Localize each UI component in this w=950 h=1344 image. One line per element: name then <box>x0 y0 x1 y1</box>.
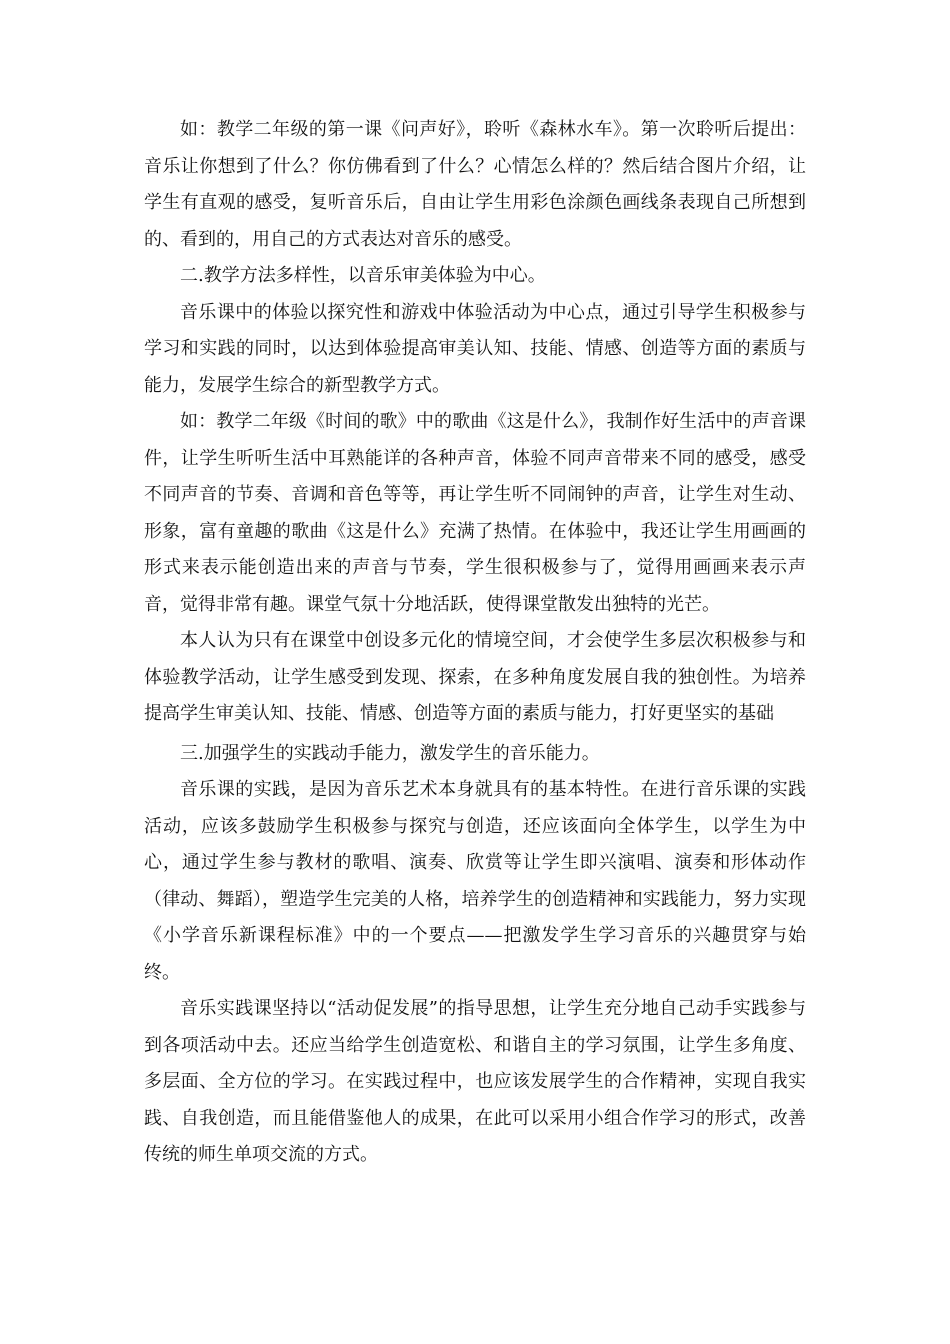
paragraph-practice-activities: 音乐实践课坚持以“活动促发展”的指导思想，让学生充分地自己动手实践参与到各项活动中去。还应当给学生创造宽松、和谐自主的学习氛围，让学生多角度、多层面、全方位的学习。在实践过程中，也应该发展学生的合作精神，实现自我实践、自我创造，而且能借鉴他人的成果，在此可以采用小组合作学习的形式，改善传统的师生单项交流的方式。 <box>144 998 806 1165</box>
paragraph-practice: 音乐课的实践，是因为音乐艺术本身就具有的基本特性。在进行音乐课的实践活动，应该多鼓励学生积极参与探究与创造，还应该面向全体学生，以学生为中心，通过学生参与教材的歌唱、演奏、欣赏等让学生即兴演唱、演奏和形体动作（律动、舞蹈），塑造学生完美的人格，培养学生的创造精神和实践能力，努力实现《小学音乐新课程标准》中的一个要点——把激发学生学习音乐的兴趣贯穿与始终。 <box>144 779 806 983</box>
paragraph-experience: 音乐课中的体验以探究性和游戏中体验活动为中心点，通过引导学生积极参与学习和实践的同时，以达到体验提高审美认知、技能、情感、创造等方面的素质与能力，发展学生综合的新型教学方式。 <box>144 301 806 396</box>
heading-section-two: 二.教学方法多样性，以音乐审美体验为中心。 <box>180 265 546 286</box>
paragraph-example-song: 如：教学二年级《时间的歌》中的歌曲《这是什么》，我制作好生活中的声音课件，让学生听听生活中耳熟能详的各种声音，体验不同声音带来不同的感受，感受不同声音的节奏、音调和音色等等，再让学生听不同闹钟的声音，让学生对生动、形象，富有童趣的歌曲《这是什么》充满了热情。在体验中，我还让学生用画画的形式来表示能创造出来的声音与节奏，学生很积极参与了，觉得用画画来表示声音，觉得非常有趣。课堂气氛十分地活跃，使得课堂散发出独特的光芒。 <box>144 411 806 615</box>
heading-section-three: 三.加强学生的实践动手能力，激发学生的音乐能力。 <box>180 742 600 764</box>
paragraph-diverse-situations: 本人认为只有在课堂中创设多元化的情境空间，才会使学生多层次积极参与和体验教学活动，让学生感受到发现、探索，在多种角度发展自我的独创性。为培养提高学生审美认知、技能、情感、创造等方面的素质与能力，打好更坚实的基础 <box>144 630 806 724</box>
document-body <box>144 112 806 1174</box>
paragraph-example-greeting: 如：教学二年级的第一课《问声好》，聆听《森林水车》。第一次聆听后提出：音乐让你想到了什么？你仿佛看到了什么？心情怎么样的？然后结合图片介绍，让学生有直观的感受，复听音乐后，自由让学生用彩色涂颜色画线条表现自己所想到的、看到的，用自己的方式表达对音乐的感受。 <box>144 119 806 250</box>
